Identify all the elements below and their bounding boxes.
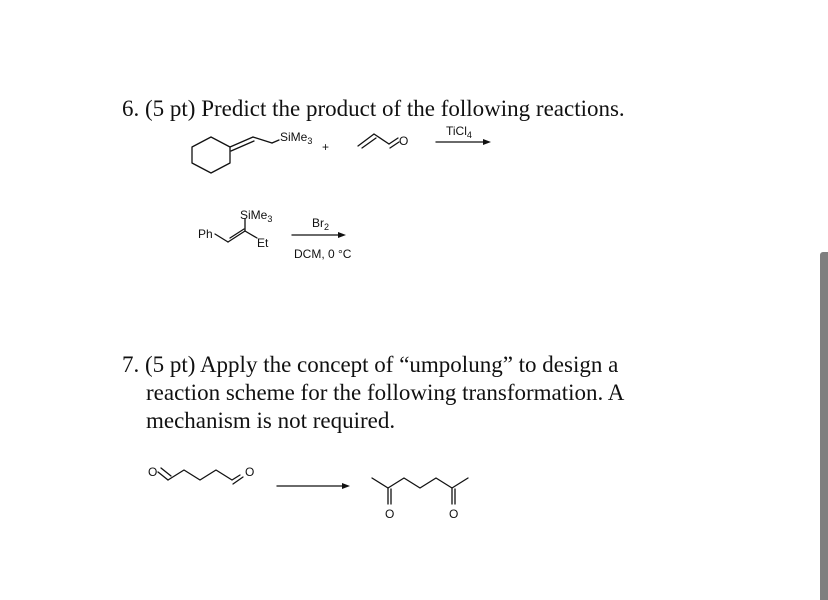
reaction-2 <box>198 208 352 261</box>
trimethylsilyl-label: SiMe$_3$ <box>280 130 313 146</box>
exocyclic-bond <box>230 137 253 147</box>
start-chain <box>168 470 240 480</box>
ethyl-label: Et <box>257 236 269 250</box>
et-bond <box>245 231 257 238</box>
phenyl-label: Ph <box>198 227 213 241</box>
plus-sign: + <box>322 140 330 154</box>
trimethylsilyl-label-2: SiMe$_3$ <box>240 208 273 224</box>
start-oxygen-left: O <box>148 465 158 479</box>
acrolein-vinyl-double-bond <box>362 138 376 148</box>
acrolein <box>358 134 408 148</box>
reaction-1 <box>192 124 491 173</box>
question-7-line-1: 7. (5 pt) Apply the concept of “umpolung” to design a <box>122 352 619 377</box>
reaction-arrow-3 <box>277 483 350 489</box>
aldehyde-oxygen: O <box>399 134 409 148</box>
acrolein-vinyl-bond <box>358 134 374 146</box>
cyclohexylidene-allylsilane <box>192 130 312 173</box>
cyclohexane-ring <box>192 137 230 173</box>
start-oxygen-right: O <box>245 465 255 479</box>
silyl-bond <box>272 140 279 143</box>
vertical-scrollbar[interactable] <box>820 252 828 600</box>
product-diketone <box>372 478 468 521</box>
allyl-bond <box>253 137 272 143</box>
reagent-br2: $Br_2$ <box>312 216 330 232</box>
product-oxygen-left: O <box>385 507 395 521</box>
reaction-arrow-2 <box>292 232 346 238</box>
acrolein-single-bond <box>374 134 389 144</box>
product-chain <box>372 478 468 488</box>
starting-dialdehyde <box>148 465 254 484</box>
question-7-line-3: mechanism is not required. <box>146 408 396 433</box>
exocyclic-double-bond <box>231 141 254 151</box>
question-7-line-2: reaction scheme for the following transformation. A <box>146 380 625 405</box>
product-oxygen-right: O <box>449 507 459 521</box>
umpolung-transformation <box>148 465 468 521</box>
ph-bond <box>215 234 228 242</box>
question-6-text: 6. (5 pt) Predict the product of the following reactions. <box>122 96 625 121</box>
reaction-arrow-1 <box>436 139 491 145</box>
reagent-ticl4: TiCl$_4$ <box>446 124 472 140</box>
reaction-conditions: DCM, 0 °C <box>294 247 352 261</box>
vinyl-bond <box>228 231 245 242</box>
